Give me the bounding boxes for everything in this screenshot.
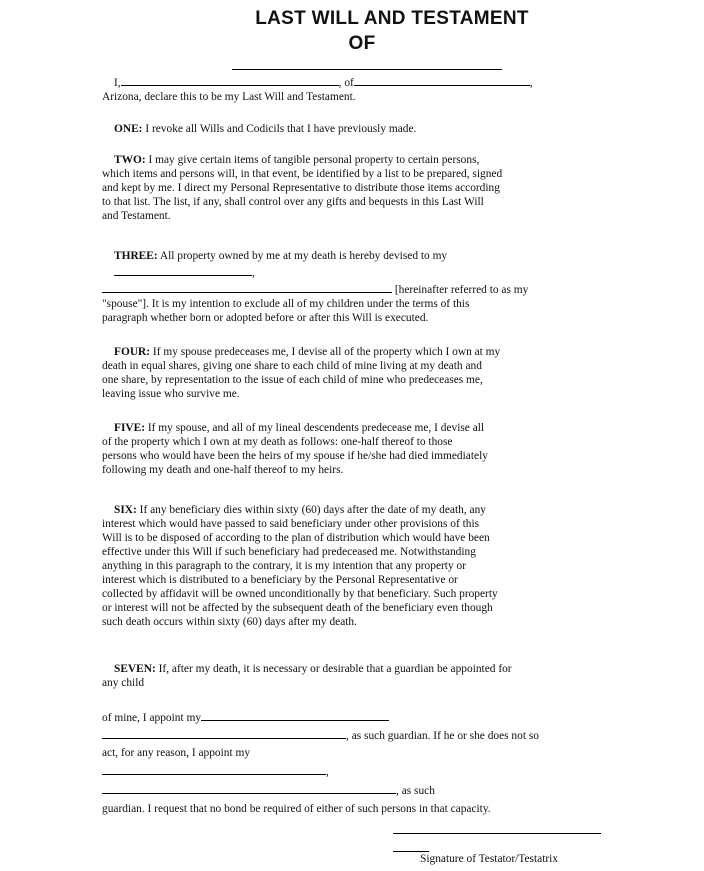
paragraph-line: of the property which I own at my death as follows: one-half thereof to those	[102, 436, 453, 448]
paragraph-line: following my death and one-half thereof to my heirs.	[102, 464, 344, 476]
paragraph-seven	[102, 662, 587, 690]
guardian-name-blank[interactable]	[201, 710, 389, 721]
paragraph-line: "spouse"]. It is my intention to exclude all of my children under the terms of this	[102, 298, 470, 310]
paragraph-line: [hereinafter referred to as my	[394, 284, 529, 296]
paragraph-line: death in equal shares, giving one share to each child of mine living at my death and	[102, 360, 482, 372]
guardian-name-blank-2[interactable]	[102, 728, 346, 739]
alternate-guardian-blank[interactable]	[102, 764, 326, 775]
document-title-of: OF	[348, 33, 376, 54]
paragraph-line: to that list. The list, if any, shall control over any gifts and bequests in this Last Will	[102, 196, 484, 208]
paragraph-line: All property owned by me at my death is hereby devised to my	[157, 250, 448, 262]
testator-name-blank[interactable]	[232, 69, 502, 70]
paragraph-line: interest which would have passed to said beneficiary under other provisions of this	[102, 518, 480, 530]
three-comma: ,	[252, 267, 255, 279]
paragraph-line: of mine, I appoint my	[102, 712, 202, 724]
paragraph-line: or interest will not be affected by the subsequent death of the beneficiary even though	[102, 602, 493, 614]
label-seven: SEVEN:	[114, 663, 156, 675]
paragraph-line: and kept by me. I direct my Personal Representative to distribute those items according	[102, 182, 500, 194]
paragraph-line: collected by affidavit will be owned unconditionally by that beneficiary. Such property	[102, 588, 498, 600]
label-six: SIX:	[114, 504, 137, 516]
paragraph-one	[102, 122, 587, 136]
signature-line[interactable]	[393, 833, 601, 834]
alternate-guardian-blank-2[interactable]	[102, 783, 396, 794]
seven-comma: ,	[326, 766, 329, 778]
intro-line-2: Arizona, declare this to be my Last Will and Testament.	[102, 91, 356, 103]
label-five: FIVE:	[114, 422, 146, 434]
label-four: FOUR:	[114, 346, 151, 358]
paragraph-line: paragraph whether born or adopted before or after this Will is executed.	[102, 312, 429, 324]
intro-i: I,	[114, 77, 121, 89]
intro-paragraph	[102, 75, 587, 104]
paragraph-line: act, for any reason, I appoint my	[102, 747, 251, 759]
paragraph-three	[102, 249, 587, 325]
paragraph-two	[102, 153, 587, 223]
paragraph-line: leaving issue who survive me.	[102, 388, 240, 400]
intro-comma: ,	[529, 77, 533, 89]
label-one: ONE:	[114, 123, 143, 135]
paragraph-six	[102, 503, 587, 629]
paragraph-four	[102, 345, 587, 401]
paragraph-line: If, after my death, it is necessary or desirable that a guardian be appointed for	[155, 663, 512, 675]
city-blank[interactable]	[354, 75, 530, 86]
paragraph-line: guardian. I request that no bond be required of either of such persons in that capacity.	[102, 803, 491, 815]
paragraph-line: which items and persons will, in that event, be identified by a list to be prepared, signed	[102, 168, 503, 180]
signature-line-short	[393, 851, 429, 852]
paragraph-line: I may give certain items of tangible personal property to certain persons,	[145, 154, 480, 166]
guardian-section	[102, 710, 587, 816]
intro-of: , of	[338, 77, 354, 89]
signature-label: Signature of Testator/Testatrix	[420, 853, 559, 865]
paragraph-one-text: I revoke all Wills and Codicils that I have previously made.	[142, 123, 417, 135]
paragraph-line: If my spouse, and all of my lineal descendents predecease me, I devise all	[145, 422, 485, 434]
paragraph-line: such death occurs within sixty (60) days after my death.	[102, 616, 357, 628]
paragraph-line: one share, by representation to the issue of each child of mine who predeceases me,	[102, 374, 483, 386]
paragraph-five	[102, 421, 587, 477]
spouse-name-blank[interactable]	[114, 265, 252, 276]
spouse-full-name-blank[interactable]	[102, 282, 392, 293]
name-blank[interactable]	[121, 75, 339, 86]
paragraph-line: any child	[102, 677, 145, 689]
paragraph-line: effective under this Will if such beneficiary had predeceased me. Notwithstanding	[102, 546, 476, 558]
paragraph-line: , as such guardian. If he or she does not so	[346, 730, 539, 742]
paragraph-line: persons who would have been the heirs of my spouse if he/she had died immediately	[102, 450, 488, 462]
label-two: TWO:	[114, 154, 146, 166]
paragraph-line: anything in this paragraph to the contrary, it is my intention that any property or	[102, 560, 466, 572]
paragraph-line: Will is to be disposed of according to the plan of distribution which would have been	[102, 532, 490, 544]
paragraph-line: , as such	[396, 785, 435, 797]
paragraph-line: interest which is distributed to a beneficiary by the Personal Representative or	[102, 574, 458, 586]
paragraph-line: If my spouse predeceases me, I devise all of the property which I own at my	[150, 346, 501, 358]
document-title: LAST WILL AND TESTAMENT	[255, 8, 529, 29]
label-three: THREE:	[114, 250, 158, 262]
paragraph-line: and Testament.	[102, 210, 171, 222]
paragraph-line: If any beneficiary dies within sixty (60) days after the date of my death, any	[136, 504, 486, 516]
